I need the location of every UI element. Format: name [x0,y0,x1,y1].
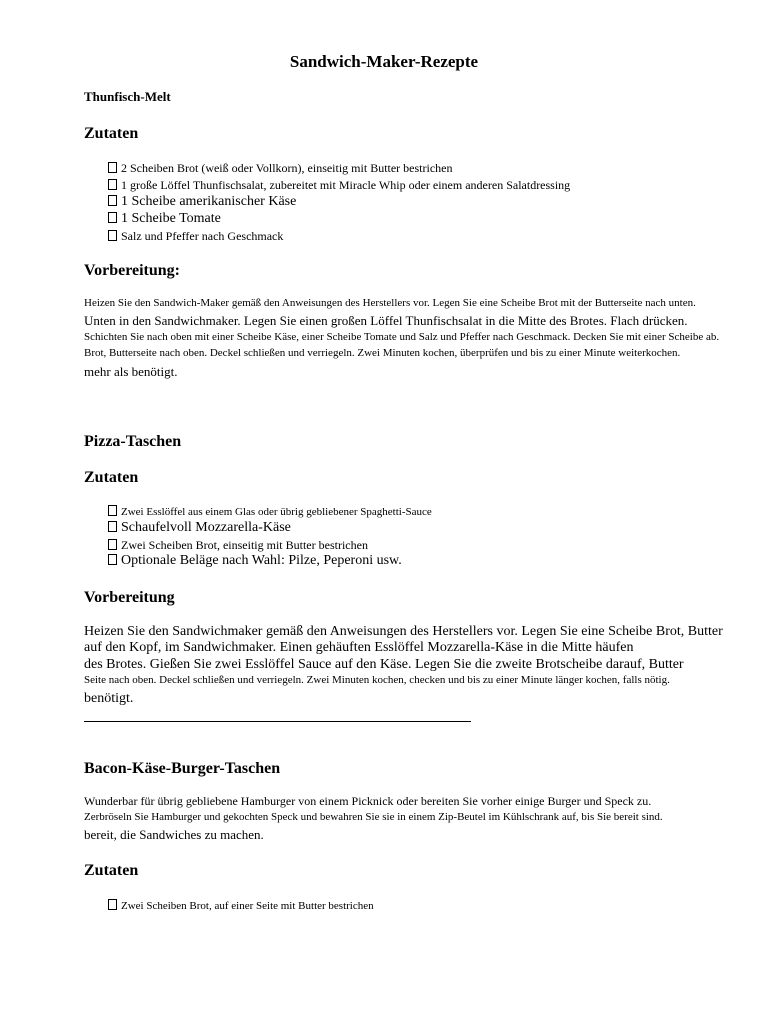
list-item: Zwei Scheiben Brot, auf einer Seite mit Butter bestrichen [108,899,374,912]
ingredients-heading: Zutaten [84,469,139,486]
preparation-heading: Vorbereitung [84,589,175,606]
checkbox-icon [108,521,117,532]
list-item: Zwei Scheiben Brot, einseitig mit Butter bestrichen [108,538,368,553]
checkbox-icon [108,162,117,173]
list-item: Zwei Esslöffel aus einem Glas oder übrig gebliebener Spaghetti-Sauce [108,505,432,518]
checkbox-icon [108,505,117,516]
list-item: 2 Scheiben Brot (weiß oder Vollkorn), einseitig mit Butter bestrichen [108,161,453,176]
list-item: 1 große Löffel Thunfischsalat, zubereitet mit Miracle Whip oder einem anderen Salatdressing [108,178,570,193]
list-item: 1 Scheibe Tomate [108,211,221,227]
section-divider [84,721,471,722]
checkbox-icon [108,899,117,910]
list-item: Salz und Pfeffer nach Geschmack [108,229,283,244]
ingredients-heading: Zutaten [84,125,139,142]
intro-line: bereit, die Sandwiches zu machen. [84,827,264,842]
recipe-title-bacon-kaese-burger-taschen: Bacon-Käse-Burger-Taschen [84,760,281,777]
list-item: Optionale Beläge nach Wahl: Pilze, Peperoni usw. [108,553,402,569]
preparation-line: Heizen Sie den Sandwich-Maker gemäß den Anweisungen des Herstellers vor. Legen Sie eine Scheibe Brot mit der Butterseite nach unten. [84,297,696,309]
checkbox-icon [108,554,117,565]
checkbox-icon [108,179,117,190]
preparation-line: mehr als benötigt. [84,364,178,379]
preparation-line: Unten in den Sandwichmaker. Legen Sie einen großen Löffel Thunfischsalat in die Mitte des Brotes. Flach drücken. [84,313,688,328]
recipe-title-thunfisch-melt: Thunfisch-Melt [84,89,171,104]
intro-line: Wunderbar für übrig gebliebene Hamburger von einem Picknick oder bereiten Sie vorher einige Burger und Speck zu. [84,794,652,808]
document-title: Sandwich-Maker-Rezepte [289,52,479,71]
preparation-line: auf den Kopf, im Sandwichmaker. Einen gehäuften Esslöffel Mozzarella-Käse in die Mitte häufen [84,640,634,655]
preparation-line: benötigt. [84,691,134,706]
checkbox-icon [108,212,117,223]
checkbox-icon [108,539,117,550]
checkbox-icon [108,230,117,241]
preparation-line: Seite nach oben. Deckel schließen und verriegeln. Zwei Minuten kochen, checken und bis zu einer Minute länger kochen, falls nötig. [84,674,670,686]
preparation-line: Brot, Butterseite nach oben. Deckel schließen und verriegeln. Zwei Minuten kochen, überprüfen und bis zu einer Minute weiterkochen. [84,347,681,359]
checkbox-icon [108,195,117,206]
preparation-line: Heizen Sie den Sandwichmaker gemäß den Anweisungen des Herstellers vor. Legen Sie eine Scheibe Brot, Butter [84,624,723,639]
list-item: Schaufelvoll Mozzarella-Käse [108,520,291,536]
list-item: 1 Scheibe amerikanischer Käse [108,194,296,210]
preparation-heading: Vorbereitung: [84,262,180,279]
ingredients-heading: Zutaten [84,862,139,879]
intro-line: Zerbröseln Sie Hamburger und gekochten Speck und bewahren Sie sie in einem Zip-Beutel im Kühlschrank auf, bis Sie bereit sind. [84,811,663,823]
recipe-title-pizza-taschen: Pizza-Taschen [84,433,182,450]
preparation-line: des Brotes. Gießen Sie zwei Esslöffel Sauce auf den Käse. Legen Sie die zweite Brotscheibe darauf, Butter [84,657,684,672]
preparation-line: Schichten Sie nach oben mit einer Scheibe Käse, einer Scheibe Tomate und Salz und Pfeffer nach Geschmack. Decken Sie mit einer Scheibe ab. [84,331,720,343]
